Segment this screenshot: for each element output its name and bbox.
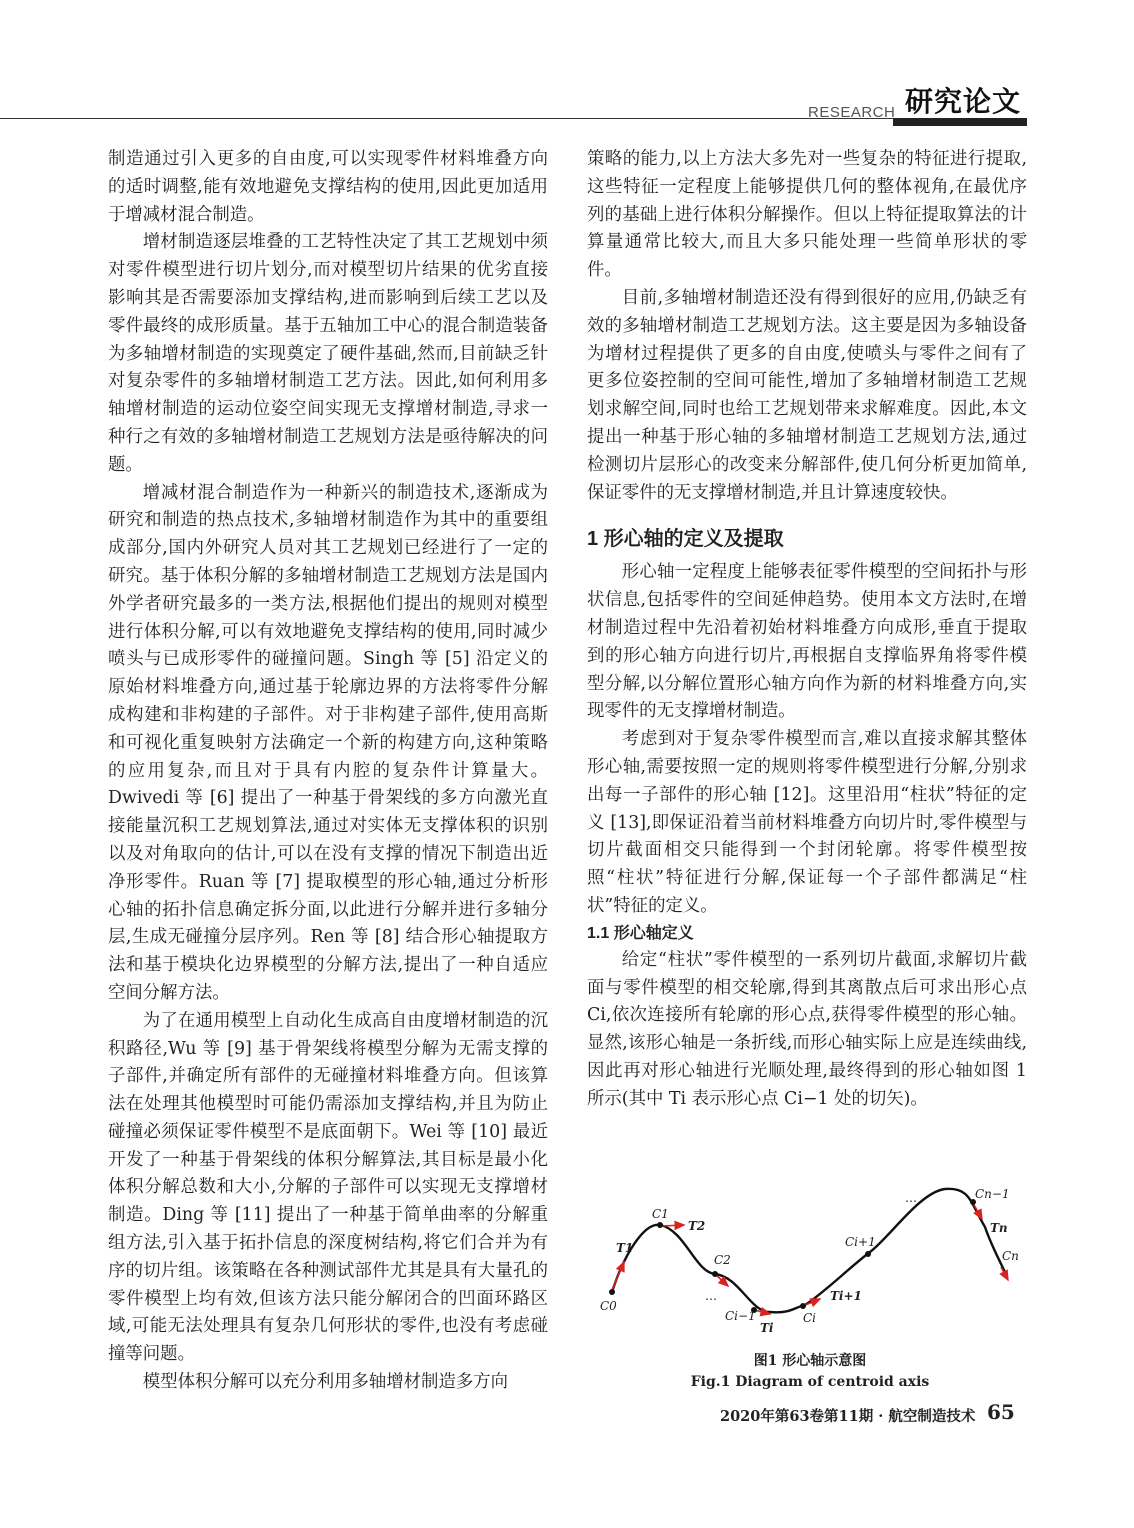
paragraph: 制造通过引入更多的自由度,可以实现零件材料堆叠方向的适时调整,能有效地避免支撑结构的使用,因此更加适用于增减材混合制造。 xyxy=(108,149,548,225)
paragraph: 为了在通用模型上自动化生成高自由度增材制造的沉积路径,Wu 等 [9] 基于骨架线将模型分解为无需支撑的子部件,并确定所有部件的无碰撞材料堆叠方向。但该算法在处理其他模型时可能仍需添加支撑结构,并且为防止碰撞必须保证零件模型不是底面朝下。Wei 等 [10] 最近开发了一种基于骨架线的体积分解算法,其目标是最小化体积分解总数和大小,分解的子部件可以实现无支撑增材制造。Ding 等 [11] 提出了一种基于简单曲率的分解重组方法,引入基于拓扑信息的深度树结构,将它们合并为有序的切片组。该策略在各种测试部件尤其是具有大量孔的零件模型上均有效,但该方法只能分解闭合的凹面环路区域,可能无法处理具有复杂几何形状的零件,也没有考虑碰撞等问题。 xyxy=(108,1010,548,1365)
centroid-point xyxy=(657,1222,663,1228)
label-cn-minus: Cn−1 xyxy=(975,1187,1010,1201)
centroid-curve xyxy=(612,1189,1005,1313)
paragraph: 目前,多轴增材制造还没有得到很好的应用,仍缺乏有效的多轴增材制造工艺规划方法。这主要是因为多轴设备为增材过程提供了更多的自由度,使喷头与零件之间有了更多位姿控制的空间可能性,增加了多轴增材制造工艺规划求解空间,同时也给工艺规划带来求解难度。因此,本文提出一种基于形心轴的多轴增材制造工艺规划方法,通过检测切片层形心的改变来分解部件,使几何分析更加简单,保证零件的无支撑增材制造,并且计算速度较快。 xyxy=(587,287,1027,503)
paragraph: 增材制造逐层堆叠的工艺特性决定了其工艺规划中须对零件模型进行切片划分,而对模型切片结果的优劣直接影响其是否需要添加支撑结构,进而影响到后续工艺以及零件最终的成形质量。基于五轴加工中心的混合制造装备为多轴增材制造的实现奠定了硬件基础,然而,目前缺乏针对复杂零件的多轴增材制造工艺方法。因此,如何利用多轴增材制造的运动位姿空间实现无支撑增材制造,寻求一种行之有效的多轴增材制造工艺规划方法是亟待解决的问题。 xyxy=(108,232,548,475)
label-dots-right: … xyxy=(905,1191,917,1205)
label-tn: Tn xyxy=(990,1221,1008,1235)
paragraph: 增减材混合制造作为一种新兴的制造技术,逐渐成为研究和制造的热点技术,多轴增材制造作为其中的重要组成部分,国内外研究人员对其工艺规划已经进行了一定的研究。基于体积分解的多轴增材制造工艺规划方法是国内外学者研究最多的一类方法,根据他们提出的规则对模型进行体积分解,可以有效地避免支撑结构的使用,同时减少喷头与已成形零件的碰撞问题。Singh 等 [5] 沿定义的原始材料堆叠方向,通过基于轮廓边界的方法将零件分解成构建和非构建的子部件。对于非构建子部件,使用高斯和可视化重复映射方法确定一个新的构建方向,这种策略的应用复杂,而且对于具有内腔的复杂件计算量大。Dwivedi 等 [6] 提出了一种基于骨架线的多方向激光直接能量沉积工艺规划算法,通过对实体无支撑体积的识别以及对角取向的估计,可以在没有支撑的情况下制造出近净形零件。Ruan 等 [7] 提取模型的形心轴,通过分析形心轴的拓扑信息确定拆分面,以此进行分解并进行多轴分层,生成无碰撞分层序列。Ren 等 [8] 结合形心轴提取方法和基于模块化边界模型的分解方法,提出了一种自适应空间分解方法。 xyxy=(108,482,548,1003)
paragraph: 模型体积分解可以充分利用多轴增材制造多方向 xyxy=(142,1372,509,1393)
label-cn: Cn xyxy=(1002,1249,1019,1263)
paragraph: 策略的能力,以上方法大多先对一些复杂的特征进行提取,这些特征一定程度上能够提供几何的整体视角,在最优序列的基础上进行体积分解操作。但以上特征提取算法的计算量通常比较大,而且大多只能处理一些简单形状的零件。 xyxy=(587,149,1027,281)
section-heading: 1 形心轴的定义及提取 xyxy=(587,528,784,551)
label-t2: T2 xyxy=(688,1219,706,1233)
centroid-point xyxy=(800,1303,806,1309)
centroid-point xyxy=(712,1271,718,1277)
paragraph: 给定“柱状”零件模型的一系列切片截面,求解切片截面与零件模型的相交轮廓,得到其离散点后可求出形心点 Ci,依次连接所有轮廓的形心点,获得零件模型的形心轴。显然,该形心轴是一条折线,而形心轴实际上应是连续曲线,因此再对形心轴进行光顺处理,最终得到的形心轴如图 1 所示(其中 Ti 表示形心点 Ci−1 处的切矢)。 xyxy=(587,949,1027,1109)
centroid-point xyxy=(609,1289,615,1295)
label-ti: Ti xyxy=(760,1321,774,1335)
journal-info: 2020年第63卷第11期 · 航空制造技术 xyxy=(720,1408,976,1425)
label-ci-minus: Ci−1 xyxy=(725,1309,756,1323)
label-ci: Ci xyxy=(803,1311,817,1325)
label-ti-plus: Ti+1 xyxy=(830,1289,862,1303)
label-c0: C0 xyxy=(600,1299,617,1313)
page-number: 65 xyxy=(987,1400,1015,1424)
centroid-axis-figure xyxy=(590,1182,1030,1352)
centroid-point xyxy=(865,1251,871,1257)
right-column xyxy=(587,146,1027,1114)
label-ci-plus: Ci+1 xyxy=(845,1235,876,1249)
tangent-arrows xyxy=(612,1203,1008,1314)
left-column xyxy=(108,146,548,1397)
figure-caption-en: Fig.1 Diagram of centroid axis xyxy=(690,1374,930,1390)
label-t1: T1 xyxy=(616,1241,634,1255)
figure-caption-cn: 图1 形心轴示意图 xyxy=(753,1353,867,1369)
label-dots-left: … xyxy=(705,1289,717,1303)
header-section-cn: 研究论文 xyxy=(905,85,1022,118)
header-rule xyxy=(0,118,893,119)
paragraph: 形心轴一定程度上能够表征零件模型的空间拓扑与形状信息,包括零件的空间延伸趋势。使用本文方法时,在增材制造过程中先沿着初始材料堆叠方向成形,垂直于提取到的形心轴方向进行切片,再根据自支撑临界角将零件模型分解,以分解位置形心轴方向作为新的材料堆叠方向,实现零件的无支撑增材制造。 xyxy=(587,562,1027,722)
subsection-heading: 1.1 形心轴定义 xyxy=(587,924,694,942)
header-section-en: RESEARCH xyxy=(808,104,896,121)
label-c2: C2 xyxy=(714,1253,731,1267)
paragraph: 考虑到对于复杂零件模型而言,难以直接求解其整体形心轴,需要按照一定的规则将零件模型进行分解,分别求出每一子部件的形心轴 [12]。这里沿用“柱状”特征的定义 [13],即保证沿着当前材料堆叠方向切片时,零件模型与切片截面相交只能得到一个封闭轮廓。将零件模型按照“柱状”特征进行分解,保证每一个子部件都满足“柱状”特征的定义。 xyxy=(587,729,1027,916)
label-c1: C1 xyxy=(652,1207,669,1221)
